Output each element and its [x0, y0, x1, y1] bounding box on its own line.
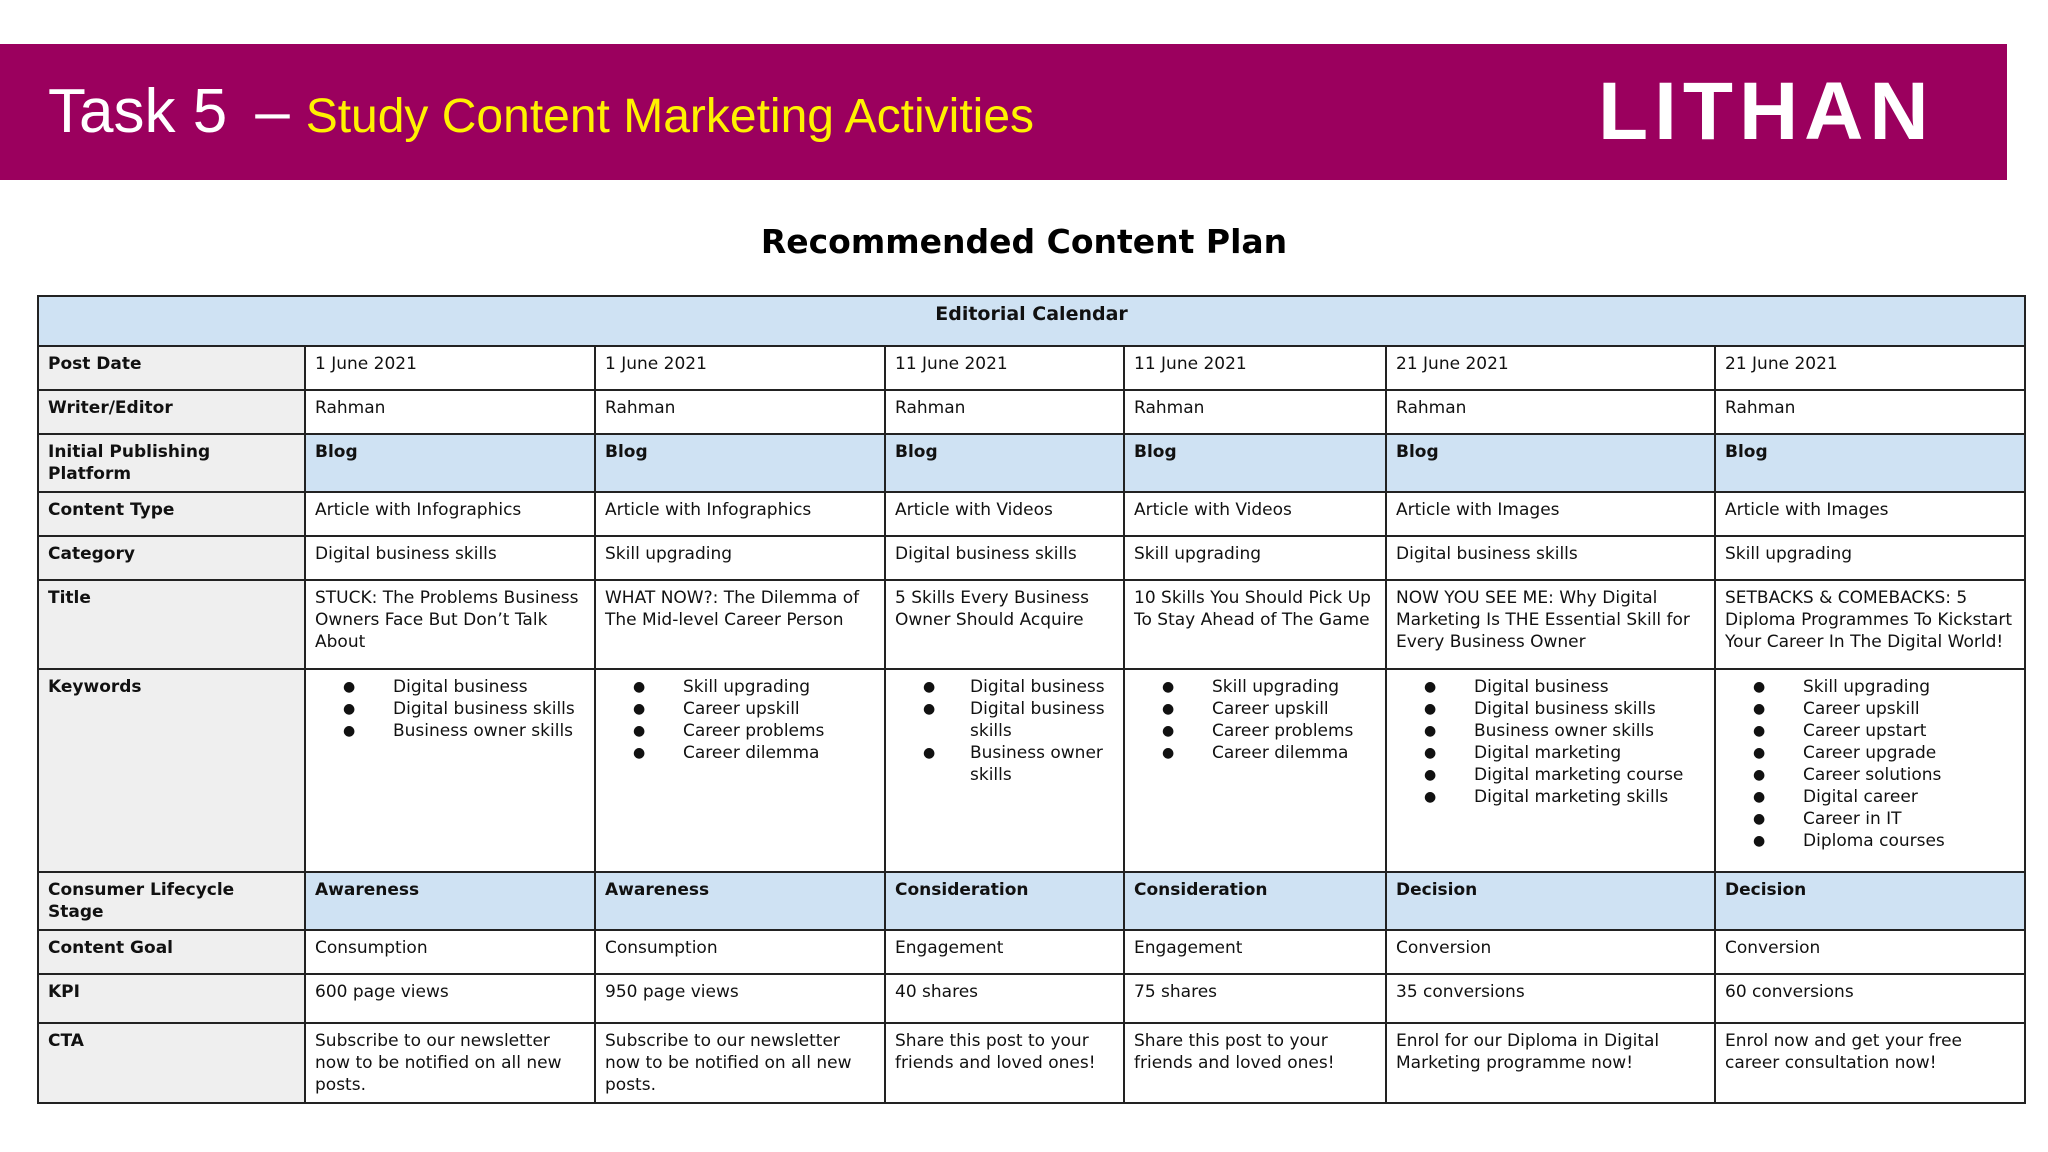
cell-title: SETBACKS & COMEBACKS: 5 Diploma Programmes To Kickstart Your Career In The Digital World! — [1715, 580, 2025, 669]
cell-lifecycle-stage: Consideration — [885, 872, 1124, 930]
cell-keywords — [1715, 669, 2025, 872]
row-title — [38, 580, 2025, 669]
cell-publishing-platform: Blog — [595, 434, 885, 492]
keyword-item: ● Digital marketing skills — [1396, 786, 1705, 808]
cell-cta: Subscribe to our newsletter now to be notified on all new posts. — [305, 1023, 595, 1103]
keyword-item: ● Career problems — [605, 720, 875, 742]
cell-writer-editor: Rahman — [1386, 390, 1715, 434]
cell-content-goal: Engagement — [1124, 930, 1386, 974]
keyword-item: ● Digital business — [1396, 676, 1705, 698]
keyword-item: ● Skill upgrading — [605, 676, 875, 698]
cell-title: 5 Skills Every Business Owner Should Acquire — [885, 580, 1124, 669]
cell-kpi: 950 page views — [595, 974, 885, 1023]
keyword-item: ● Career problems — [1134, 720, 1376, 742]
keyword-item: ● Business owner skills — [895, 742, 1114, 786]
row-content-goal — [38, 930, 2025, 974]
cell-category: Skill upgrading — [595, 536, 885, 580]
row-label-keywords: Keywords — [38, 669, 305, 872]
keyword-item: ● Diploma courses — [1725, 830, 2015, 852]
keyword-item: ● Career upskill — [1134, 698, 1376, 720]
cell-lifecycle-stage: Awareness — [305, 872, 595, 930]
cell-cta: Enrol now and get your free career consultation now! — [1715, 1023, 2025, 1103]
cell-title: 10 Skills You Should Pick Up To Stay Ahead of The Game — [1124, 580, 1386, 669]
cell-title: STUCK: The Problems Business Owners Face But Don’t Talk About — [305, 580, 595, 669]
keyword-item: ● Skill upgrading — [1134, 676, 1376, 698]
task-label: Task 5 — [48, 77, 228, 146]
keyword-list — [1725, 676, 2015, 852]
cell-writer-editor: Rahman — [1715, 390, 2025, 434]
cell-category: Skill upgrading — [1715, 536, 2025, 580]
cell-lifecycle-stage: Consideration — [1124, 872, 1386, 930]
cell-keywords — [885, 669, 1124, 872]
cell-post-date: 21 June 2021 — [1386, 346, 1715, 390]
cell-kpi: 600 page views — [305, 974, 595, 1023]
cell-content-type: Article with Images — [1386, 492, 1715, 536]
row-post-date — [38, 346, 2025, 390]
row-category — [38, 536, 2025, 580]
keyword-item: ● Career dilemma — [1134, 742, 1376, 764]
row-content-type — [38, 492, 2025, 536]
keyword-item: ● Business owner skills — [1396, 720, 1705, 742]
cell-writer-editor: Rahman — [1124, 390, 1386, 434]
cell-kpi: 35 conversions — [1386, 974, 1715, 1023]
cell-kpi: 40 shares — [885, 974, 1124, 1023]
keyword-item: ● Digital marketing course — [1396, 764, 1705, 786]
cell-writer-editor: Rahman — [885, 390, 1124, 434]
cell-lifecycle-stage: Decision — [1386, 872, 1715, 930]
cell-writer-editor: Rahman — [305, 390, 595, 434]
cell-cta: Enrol for our Diploma in Digital Marketing programme now! — [1386, 1023, 1715, 1103]
keyword-item: ● Career upskill — [1725, 698, 2015, 720]
row-writer-editor — [38, 390, 2025, 434]
cell-post-date: 1 June 2021 — [595, 346, 885, 390]
cell-content-goal: Conversion — [1386, 930, 1715, 974]
row-label-title: Title — [38, 580, 305, 669]
cell-keywords — [1124, 669, 1386, 872]
cell-cta: Share this post to your friends and loved ones! — [885, 1023, 1124, 1103]
header-banner — [0, 44, 2007, 180]
cell-publishing-platform: Blog — [1124, 434, 1386, 492]
keyword-list — [605, 676, 875, 764]
cell-kpi: 60 conversions — [1715, 974, 2025, 1023]
row-kpi — [38, 974, 2025, 1023]
cell-title: WHAT NOW?: The Dilemma of The Mid-level Career Person — [595, 580, 885, 669]
row-label-publishing-platform: Initial Publishing Platform — [38, 434, 305, 492]
cell-publishing-platform: Blog — [885, 434, 1124, 492]
cell-category: Digital business skills — [885, 536, 1124, 580]
row-label-content-type: Content Type — [38, 492, 305, 536]
editorial-calendar-table — [37, 295, 2026, 1104]
cell-content-type: Article with Videos — [1124, 492, 1386, 536]
cell-keywords — [305, 669, 595, 872]
plan-title: Recommended Content Plan — [760, 222, 1288, 261]
lithan-logo: LITHAN — [1598, 66, 1935, 157]
keyword-item: ● Digital business — [895, 676, 1114, 698]
keyword-item: ● Digital career — [1725, 786, 2015, 808]
row-label-kpi: KPI — [38, 974, 305, 1023]
keyword-item: ● Digital business skills — [1396, 698, 1705, 720]
keyword-list — [1134, 676, 1376, 764]
cell-category: Digital business skills — [305, 536, 595, 580]
row-label-writer-editor: Writer/Editor — [38, 390, 305, 434]
cell-keywords — [1386, 669, 1715, 872]
cell-content-type: Article with Infographics — [595, 492, 885, 536]
cell-post-date: 11 June 2021 — [1124, 346, 1386, 390]
keyword-item: ● Digital business skills — [895, 698, 1114, 742]
keyword-item: ● Career upgrade — [1725, 742, 2015, 764]
keyword-item: ● Career upskill — [605, 698, 875, 720]
cell-keywords — [595, 669, 885, 872]
cell-publishing-platform: Blog — [1715, 434, 2025, 492]
row-lifecycle-stage — [38, 872, 2025, 930]
keyword-list — [895, 676, 1114, 786]
keyword-item: ● Career solutions — [1725, 764, 2015, 786]
row-keywords — [38, 669, 2025, 872]
cell-content-goal: Engagement — [885, 930, 1124, 974]
row-label-lifecycle-stage: Consumer Lifecycle Stage — [38, 872, 305, 930]
cell-post-date: 21 June 2021 — [1715, 346, 2025, 390]
cell-publishing-platform: Blog — [1386, 434, 1715, 492]
row-label-content-goal: Content Goal — [38, 930, 305, 974]
calendar-header-row — [38, 296, 2025, 346]
keyword-item: ● Career dilemma — [605, 742, 875, 764]
cell-content-goal: Consumption — [595, 930, 885, 974]
cell-category: Skill upgrading — [1124, 536, 1386, 580]
cell-cta: Share this post to your friends and loved ones! — [1124, 1023, 1386, 1103]
row-publishing-platform — [38, 434, 2025, 492]
banner-title — [48, 76, 1034, 146]
keyword-item: ● Career upstart — [1725, 720, 2015, 742]
cell-post-date: 11 June 2021 — [885, 346, 1124, 390]
task-subtitle: Study Content Marketing Activities — [305, 90, 1035, 143]
keyword-item: ● Career in IT — [1725, 808, 2015, 830]
row-label-post-date: Post Date — [38, 346, 305, 390]
cell-writer-editor: Rahman — [595, 390, 885, 434]
keyword-item: ● Business owner skills — [315, 720, 585, 742]
cell-category: Digital business skills — [1386, 536, 1715, 580]
calendar-header: Editorial Calendar — [38, 296, 2025, 346]
cell-content-type: Article with Videos — [885, 492, 1124, 536]
cell-title: NOW YOU SEE ME: Why Digital Marketing Is THE Essential Skill for Every Business Owner — [1386, 580, 1715, 669]
cell-lifecycle-stage: Awareness — [595, 872, 885, 930]
cell-post-date: 1 June 2021 — [305, 346, 595, 390]
cell-kpi: 75 shares — [1124, 974, 1386, 1023]
cell-content-type: Article with Images — [1715, 492, 2025, 536]
keyword-list — [315, 676, 585, 742]
keyword-item: ● Digital business — [315, 676, 585, 698]
keyword-item: ● Skill upgrading — [1725, 676, 2015, 698]
cell-content-goal: Consumption — [305, 930, 595, 974]
cell-lifecycle-stage: Decision — [1715, 872, 2025, 930]
title-dash: – — [255, 77, 290, 146]
keyword-item: ● Digital business skills — [315, 698, 585, 720]
cell-content-goal: Conversion — [1715, 930, 2025, 974]
cell-publishing-platform: Blog — [305, 434, 595, 492]
keyword-item: ● Digital marketing — [1396, 742, 1705, 764]
cell-cta: Subscribe to our newsletter now to be notified on all new posts. — [595, 1023, 885, 1103]
row-cta — [38, 1023, 2025, 1103]
cell-content-type: Article with Infographics — [305, 492, 595, 536]
row-label-category: Category — [38, 536, 305, 580]
row-label-cta: CTA — [38, 1023, 305, 1103]
keyword-list — [1396, 676, 1705, 808]
